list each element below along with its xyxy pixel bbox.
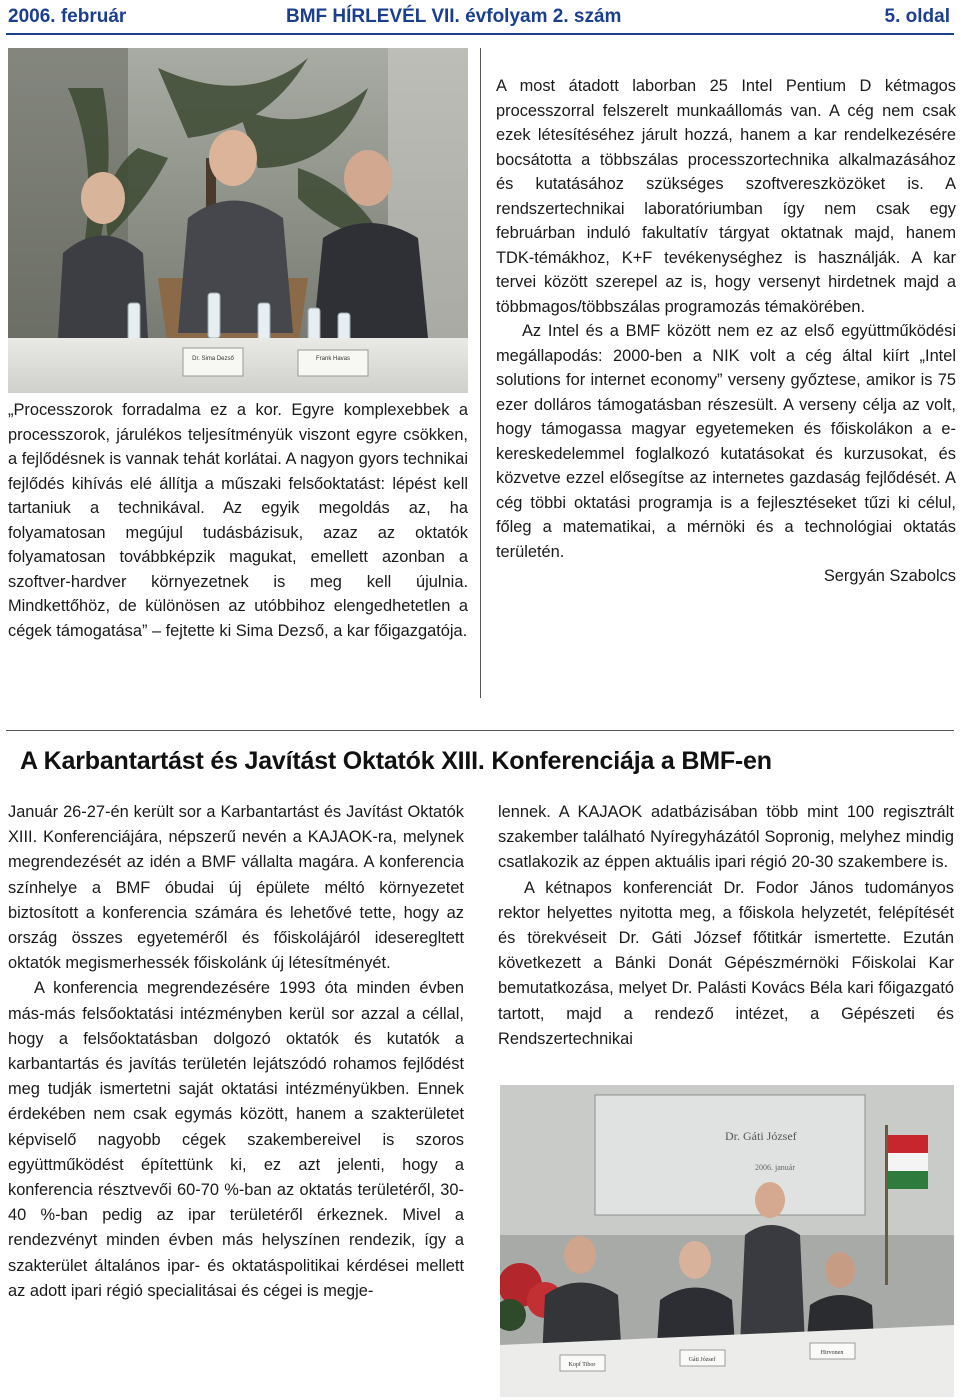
article2-paragraph: A konferencia megrendezésére 1993 óta minden évben más-más felsőoktatási intézményben kerül sor azzal a céllal, hogy a felsőoktatásban dolgozó oktatók és kutatók a karbantartás és javítás területén lejátszódó rohamos fejlődést meg tudják ismertetni saját oktatási intézményükben. Ennek érdekében nem csak egymás között, hanem a szakterületet képviselő nagyobb cégek szakembereivel is szoros együttműködést építettünk ki, ez azt jelenti, hogy a konferencia résztvevői 60-70 %-ban az oktatás területéről, 30-40 %-ban pedig az ipar területéről érkeznek. Mivel a rendezvényt minden évben más helyszínen rendezik, így a szakterület általános ipar- és oktatáspolitikai kérdései mellett az adott ipari régió specialitásai és cégei is megje- [8,979,464,1300]
article1-paragraph: Az Intel és a BMF között nem ez az első együttműködési megállapodás: 2000-ben a NIK volt a cég által kiírt „Intel solutions for internet economy” verseny győztese, amikor is 75 ezer dolláros támogatásban részesült. A verseny célja az volt, hogy támogassa magyar egyetemeken és főiskolákon a e-kereskedelemmel foglalkozó kutatásokat és kurzusokat, és közvetve ezzel elősegítse az internetes gazdaság fejlődését. A cég többi oktatási programja is a fejlesztéseket tűzi ki célul, főleg a matematikai, a mérnöki és a technológiai oktatás területén. [496,322,956,561]
panel-photo-svg [8,48,468,393]
name-card-left: Kopf Tibor [568,1362,596,1368]
header-rule [6,33,954,35]
article1-paragraph: „Processzorok forradalma ez a kor. Egyre komplexebbek a processzorok, járulékos teljesítményük viszont egyre csökken, a fejlődésnek is vannak tehát korlátai. A nagyon gyors technikai fejlődés kihívás elé állítja a műszaki felsőoktatást: lépést kell tartaniuk a technikával. Az egyik megoldás az, ha folyamatosan megújul tudásbázisuk, azaz az oktatók folyamatosan továbbképzik magukat, emellett azonban a szoftver-hardver környezetnek is meg kell újulnia. Mindkettőhöz, de különösen az utóbbihoz elengedhetetlen a cégek támogatása” – fejtette ki Sima Dezső, a kar főigazgatója. [8,401,468,640]
conference-photo-svg [500,1085,954,1397]
name-card-mid: Gáti József [688,1357,716,1363]
screen-text: Dr. Gáti József [725,1129,797,1143]
article2-paragraph: A kétnapos konferenciát Dr. Fodor János tudományos rektor helyettes nyitotta meg, a főiskola helyzetét, felépítését és törekvéseit Dr. Gáti József főtitkár ismertette. Ezután következett a Bánki Donát Gépészmérnöki Főiskolai Kar bemutatkozása, melyet Dr. Palásti Kovács Béla kari főigazgató tartott, majd a rendező intézet, a Gépészeti és Rendszertechnikai [498,878,954,1048]
name-card-right: Frank Havas [315,356,351,362]
page-number: 5. oldal [884,6,950,27]
name-card-left: Dr. Sima Dezső [192,356,234,362]
panel-photo [8,48,468,393]
article2-title: A Karbantartást és Javítást Oktatók XIII. Konferenciája a BMF-en [20,747,772,775]
article1-paragraph: A most átadott laborban 25 Intel Pentium D kétmagos processzorral felszerelt munkaállomás van. A cég nem csak ezek létesítéséhez járult hozzá, hanem a kar rendelkezésére bocsátotta a többszálas processzortechnika alkalmazásához és kutatásához szükséges szoftvereszközöket is. A rendszertechnikai laboratóriumban így nem csak egy februárban induló fakultatív tárgyat oktatnak majd, hanem TDK-témákhoz, K+F tevékenységhez is használják. A kar tervei között szerepel az is, hogy versenyt hirdetnek majd a többmagos/többszálas programozás témakörében. [496,77,956,316]
screen-subtext: 2006. január [755,1163,795,1172]
conference-photo [500,1085,954,1397]
article2-left-column [8,800,464,1304]
article2-paragraph: lennek. A KAJAOK adatbázisában több mint 100 regisztrált szakember található Nyíregyházától Sopronig, melyhez mindig csatlakozik az éppen aktuális ipari régió 20-30 szakembere is. [498,803,954,872]
publication-title: BMF HÍRLEVÉL VII. évfolyam 2. szám [286,6,622,27]
issue-date: 2006. február [8,6,127,27]
article1-author: Sergyán Szabolcs [823,567,956,585]
article1-left-column [8,398,468,643]
name-card-right: Hirvonen [820,1350,844,1356]
column-divider [480,48,481,698]
article2-paragraph: Január 26-27-én került sor a Karbantartást és Javítást Oktatók XIII. Konferenciájára, népszerű nevén a KAJAOK-ra, melynek megrendezését az idén a BMF vállalta magára. A konferencia színhelye a BMF óbudai új épülete méltó környezetet biztosított a konferencia számára és lehetővé tette, hogy az ország összes egyeteméről és főiskolájáról ideseregltett oktatók megismerhessék főiskolánk új létesítményét. [8,803,464,973]
article1-right-column [496,74,956,589]
article2-right-column [498,800,954,1052]
section-rule [6,730,954,731]
page-header [6,4,954,30]
